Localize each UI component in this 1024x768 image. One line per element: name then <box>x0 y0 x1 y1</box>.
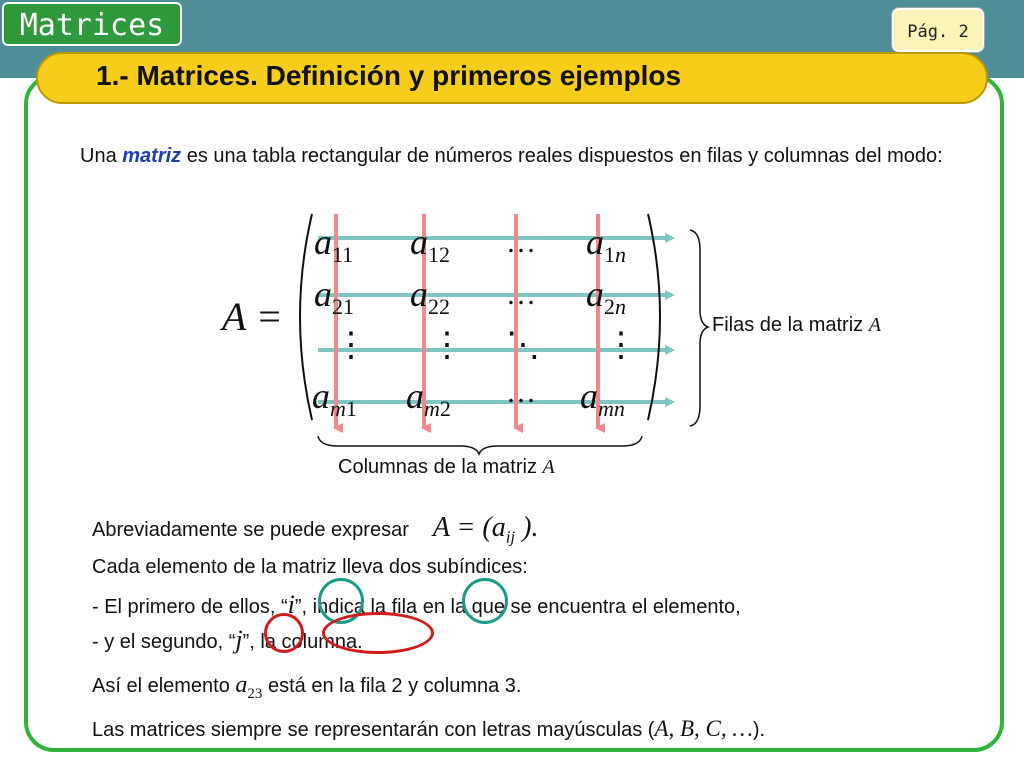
mayus-vars: A, B, C, … <box>654 716 753 741</box>
example-line <box>92 672 521 703</box>
abbrev-text: Abreviadamente se puede expresar <box>92 519 409 541</box>
entry-a1n: $a_1n$ <box>586 222 626 267</box>
columns-label <box>338 456 555 479</box>
rows-label-text: Filas de la matriz <box>712 314 864 336</box>
second-a: - y el segundo, “ <box>92 631 236 653</box>
second-b: ”, la columna. <box>242 631 363 653</box>
rows-label <box>712 314 881 337</box>
entry-dots-1: … <box>506 226 536 259</box>
right-paren <box>648 214 660 420</box>
entry-a12: $a_{12}$ <box>410 222 450 267</box>
entry-a2n: $a_2n$ <box>586 274 626 319</box>
page-number-badge: Pág. 2 <box>892 8 984 52</box>
entry-amn: $a_{mn}$ <box>580 376 625 421</box>
element-a23: $a_{23}$ <box>235 672 263 702</box>
intro-after: es una tabla rectangular de números reales dispuestos en filas y columnas del modo: <box>181 145 943 167</box>
entry-am2: $a_m2$ <box>406 376 451 421</box>
intro-before: Una <box>80 145 123 167</box>
entry-am1: $a_m1$ <box>312 376 357 421</box>
subindices-line: Cada elemento de la matriz lleva dos subíndices: <box>92 556 528 578</box>
index-i: i <box>287 590 295 619</box>
index-j: j <box>235 625 243 654</box>
entry-vdots-2: ⋮ <box>430 327 464 364</box>
mayus-a: Las matrices siempre se representarán con letras mayúsculas ( <box>92 719 655 741</box>
rows-brace <box>690 230 708 426</box>
ejemplo-b: está en la fila 2 y columna 3. <box>262 675 522 697</box>
columns-brace <box>318 436 642 454</box>
entry-a11: $a_{11}$ <box>314 222 354 267</box>
entry-dots-4: … <box>506 376 536 409</box>
first-a: - El primero de ellos, “ <box>92 596 288 618</box>
matrix-lhs: A = <box>222 294 283 339</box>
left-paren <box>300 214 312 420</box>
rows-label-var: A <box>868 314 881 336</box>
entry-a22: $a_{22}$ <box>410 274 450 319</box>
entry-vdots-3: ⋮ <box>604 327 638 364</box>
circle-j-annotation <box>264 613 304 653</box>
entry-ddots: ⋱ <box>506 327 540 364</box>
first-b: ”, indica la fila en la que se encuentra el elemento, <box>294 596 741 618</box>
entry-a21: $a_{21}$ <box>314 274 354 319</box>
abbrev-formula: $A = (a_{ij}$ ). <box>432 512 539 547</box>
entry-dots-2: … <box>506 278 536 311</box>
first-index-line <box>92 590 741 620</box>
circle-fila-annotation <box>462 578 508 624</box>
slide-title: 1.- Matrices. Definición y primeros ejemplos <box>96 60 682 91</box>
entry-vdots-1: ⋮ <box>334 327 368 364</box>
keyword-matriz: matriz <box>122 145 182 167</box>
section-tag: Matrices <box>2 2 182 46</box>
abbrev-line <box>92 512 538 548</box>
circle-columna-annotation <box>322 612 434 654</box>
columns-label-text: Columnas de la matriz <box>338 456 537 478</box>
mayus-b: ). <box>752 719 766 741</box>
uppercase-line <box>92 716 765 742</box>
ejemplo-a: Así el elemento <box>92 675 236 697</box>
columns-label-var: A <box>542 456 555 478</box>
